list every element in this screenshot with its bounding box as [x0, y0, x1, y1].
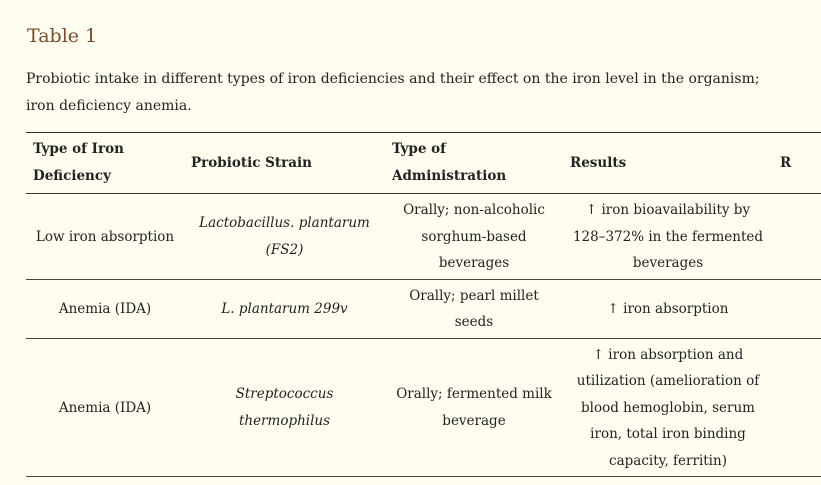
- probiotic-iron-table: [26, 132, 821, 477]
- cell-reference: [773, 279, 821, 338]
- cell-results: ↑ iron absorption: [563, 279, 773, 338]
- column-header-results: Results: [563, 133, 773, 194]
- table-header-row: [26, 133, 821, 194]
- cell-results: ↑ iron absorption and utilization (amelioration of blood hemoglobin, serum iron, total iron binding capacity, ferritin): [563, 338, 773, 477]
- column-header-deficiency-type: Type of Iron Deficiency: [26, 133, 184, 194]
- cell-results: ↑ iron bioavailability by 128–372% in the fermented beverages: [563, 194, 773, 280]
- table-title: Table 1: [27, 25, 98, 47]
- table-row: [26, 194, 821, 280]
- column-header-reference: R: [773, 133, 821, 194]
- column-header-administration: Type of Administration: [385, 133, 563, 194]
- cell-reference: [773, 338, 821, 477]
- cell-probiotic-strain: Streptococcus thermophilus: [184, 338, 385, 477]
- table-row: [26, 338, 821, 477]
- cell-deficiency-type: Low iron absorption: [26, 194, 184, 280]
- cell-probiotic-strain: L. plantarum 299v: [184, 279, 385, 338]
- cell-administration: Orally; pearl millet seeds: [385, 279, 563, 338]
- cell-deficiency-type: Anemia (IDA): [26, 279, 184, 338]
- cell-deficiency-type: Anemia (IDA): [26, 338, 184, 477]
- table-row: [26, 279, 821, 338]
- cell-probiotic-strain: Lactobacillus. plantarum (FS2): [184, 194, 385, 280]
- table-caption: Probiotic intake in different types of iron deficiencies and their effect on the iron level in the organism; iron deficiency anemia.: [26, 71, 760, 114]
- cell-administration: Orally; non-alcoholic sorghum-based beverages: [385, 194, 563, 280]
- cell-reference: [773, 194, 821, 280]
- cell-administration: Orally; fermented milk beverage: [385, 338, 563, 477]
- column-header-probiotic-strain: Probiotic Strain: [184, 133, 385, 194]
